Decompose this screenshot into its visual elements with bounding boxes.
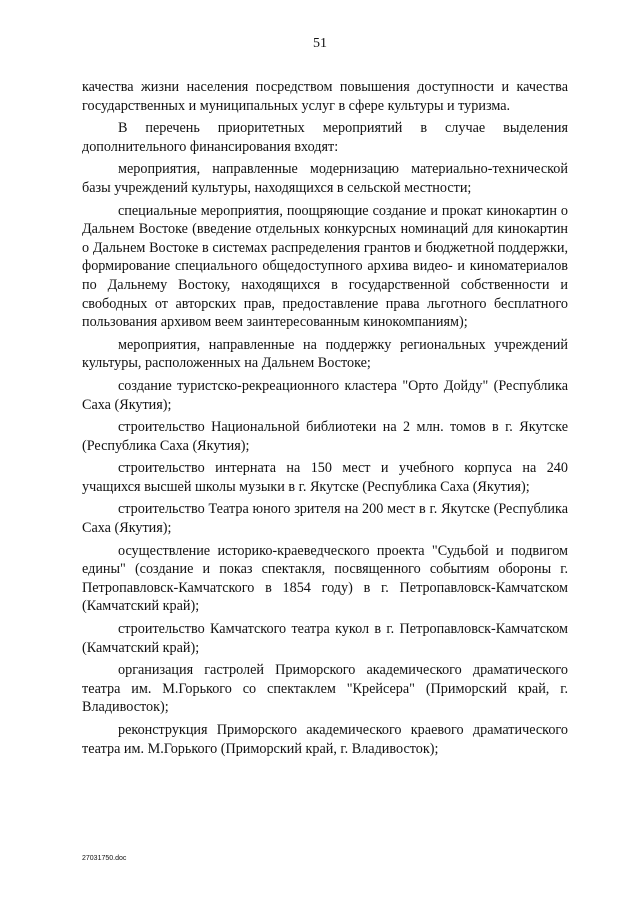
paragraph-12: организация гастролей Приморского академического драматического театра им. М.Горького со спектаклем "Крейсера" (Приморский край, г. Владивосток); [82,662,568,716]
document-body [82,78,568,758]
paragraph-6: создание туристско-рекреационного кластера "Орто Дойду" (Республика Саха (Якутия); [82,377,568,413]
paragraph-13: реконструкция Приморского академического краевого драматического театра им. М.Горького (Приморский край, г. Владивосток); [82,722,568,757]
paragraph-10: осуществление историко-краеведческого проекта "Судьбой и подвигом едины" (создание и показ спектакля, посвященного событиям обороны г. Петропавловск-Камчатского в 1854 году) в г. Петропавловск-Камчатском (Камчатский край); [82,542,568,615]
paragraph-7: строительство Национальной библиотеки на 2 млн. томов в г. Якутске (Республика Саха (Якутия); [82,419,568,454]
paragraph-2: В перечень приоритетных мероприятий в случае выделения дополнительного финансирования входят: [82,120,568,155]
footer-filename: 27031750.doc [82,855,127,862]
paragraph-11: строительство Камчатского театра кукол в г. Петропавловск-Камчатском (Камчатский край); [82,621,568,656]
paragraph-9: строительство Театра юного зрителя на 200 мест в г. Якутске (Республика Саха (Якутия); [82,501,568,537]
paragraph-3: мероприятия, направленные модернизацию материально-технической базы учреждений культуры, находящихся в сельской местности; [82,161,568,196]
paragraph-5: мероприятия, направленные на поддержку региональных учреждений культуры, расположенных на Дальнем Востоке; [82,336,568,372]
page-number: 51 [313,36,327,51]
paragraph-4: специальные мероприятия, поощряющие создание и прокат кинокартин о Дальнем Востоке (введение отдельных конкурсных номинаций для кинокартин о Дальнем Востоке в системах распределения грантов и бюджетной поддержки, формирование специального общедоступного архива видео- и киноматериалов по Дальнему Востоку, находящихся в государственной собственности и свободных от авторских прав, предоставление права льготного бесплатного пользования архивом веем заинтересованным кинокомпаниям); [82,202,568,331]
paragraph-8: строительство интерната на 150 мест и учебного корпуса на 240 учащихся высшей школы музыки в г. Якутске (Республика Саха (Якутия); [82,460,568,495]
paragraph-1: качества жизни населения посредством повышения доступности и качества государственных и муниципальных услуг в сфере культуры и туризма. [82,79,568,114]
